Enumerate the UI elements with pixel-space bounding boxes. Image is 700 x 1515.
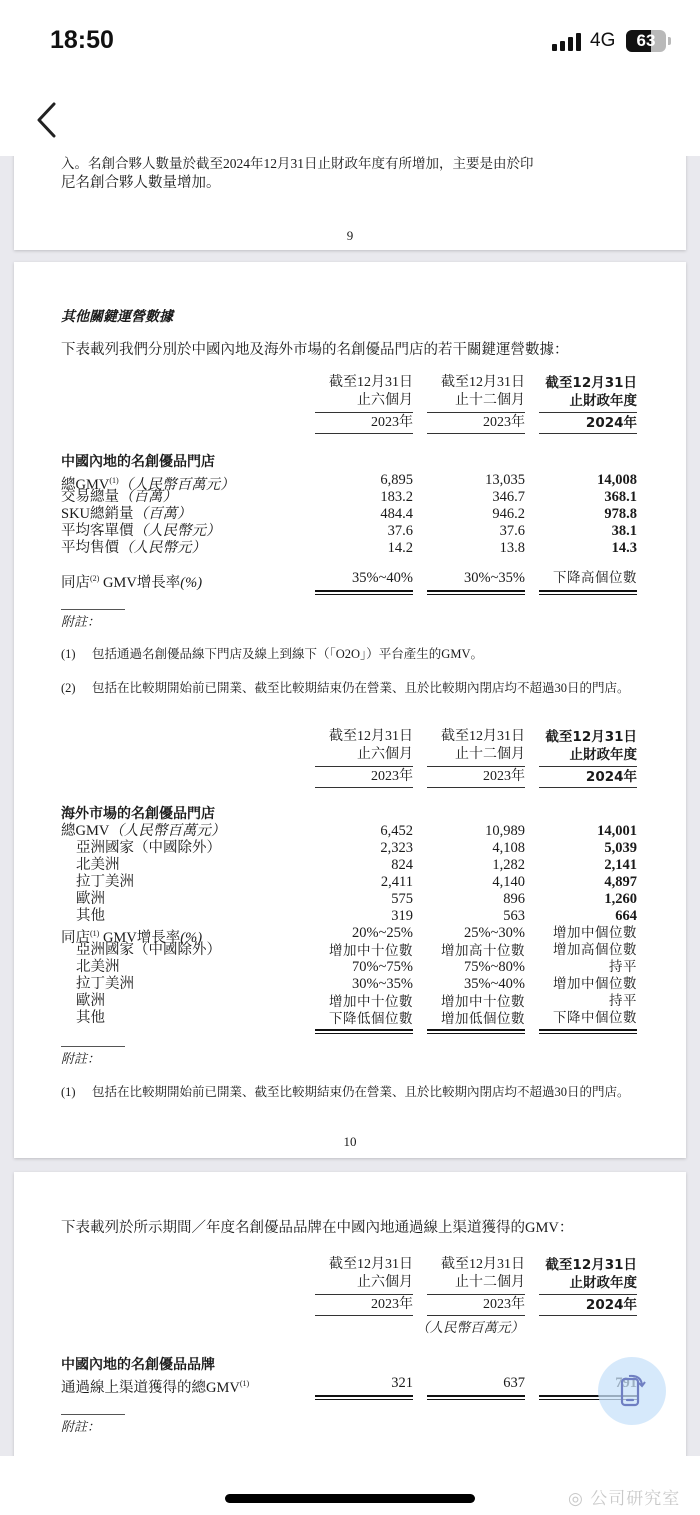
page-number: 9: [346, 228, 354, 243]
status-bar: [0, 0, 700, 80]
group-title: 中國內地的名創優品品牌: [61, 1357, 215, 1373]
cell-value: 664: [615, 908, 637, 924]
cell-value: 6,895: [380, 472, 413, 488]
section-title: 其他關鍵運營數據: [61, 309, 173, 325]
table-row: [14, 857, 686, 874]
column-header-line2: 止財政年度: [569, 1275, 637, 1291]
cell-value: 25%~30%: [463, 925, 525, 941]
table-row: [14, 891, 686, 908]
page-number: 10: [343, 1134, 357, 1149]
column-header: [315, 728, 413, 788]
cell-value: 增加中十位數: [441, 994, 525, 1009]
nav-bar: [0, 80, 700, 156]
table-row: [14, 976, 686, 993]
watermark-text: 公司研究室: [590, 1489, 681, 1509]
cell-value: 13,035: [485, 472, 525, 488]
cell-value: 增加高個位數: [553, 942, 637, 958]
document-viewer[interactable]: [0, 156, 700, 1456]
cell-value: 13.8: [499, 540, 525, 556]
cell-value: 346.7: [492, 489, 525, 505]
footnote-text: 包括在比較期開始前已開業、截至比較期結束仍在營業、且於比較期內閉店均不超過30日的門店。: [92, 1085, 630, 1099]
column-header-line1: 截至12月31日: [545, 729, 637, 745]
watermark: [568, 1484, 680, 1509]
paragraph-line: 尼名創合夥人數量增加。: [61, 175, 221, 191]
cell-value: 下降低個位數: [329, 1011, 413, 1026]
battery-tip: [668, 37, 671, 45]
cell-value: 14.3: [611, 540, 637, 556]
row-label: 北美洲: [76, 857, 120, 873]
column-header-year: 2023年: [315, 766, 413, 788]
cell-value: 增加低個位數: [441, 1011, 525, 1026]
column-header-year: 2023年: [315, 412, 413, 434]
cell-value: 35%~40%: [463, 976, 525, 992]
document-page-9: [14, 156, 686, 250]
footnote-number: (1): [61, 1085, 76, 1099]
group-title: 中國內地的名創優品門店: [61, 454, 215, 470]
row-label: 同店$^{(1)}$ GMV增長率(%): [61, 929, 203, 946]
cell-value: 35%~40%: [351, 570, 413, 586]
table-row: [14, 1375, 686, 1396]
table-row: [14, 540, 686, 557]
row-label: SKU總銷量（百萬）: [61, 506, 192, 522]
footnote-text: 包括在比較期開始前已開業、截至比較期結束仍在營業、且於比較期內閉店均不超過30日的門店。: [92, 681, 630, 695]
table-row: [14, 523, 686, 540]
double-rule: [427, 1395, 525, 1400]
column-header-line1: 截至12月31日: [441, 375, 525, 390]
cell-value: 6,452: [380, 823, 413, 839]
row-label: 歐洲: [76, 891, 105, 907]
column-header-line2: 止六個月: [357, 1275, 413, 1290]
column-header-year: 2024年: [539, 1294, 637, 1316]
cell-value: 37.6: [387, 523, 413, 539]
column-header-line1: 截至12月31日: [329, 1257, 413, 1272]
cell-value: 下降高個位數: [553, 570, 637, 586]
double-rule: [539, 1029, 637, 1034]
cell-value: 增加中十位數: [329, 994, 413, 1009]
paragraph-line: 入。名創合夥人數量於截至2024年12月31日止財政年度有所增加，主要是由於印: [61, 156, 534, 171]
row-label: 拉丁美洲: [76, 874, 134, 890]
cell-value: 2,323: [380, 840, 413, 856]
column-header-line1: 截至12月31日: [329, 729, 413, 744]
column-header-line1: 截至12月31日: [545, 1257, 637, 1273]
status-time: 18:50: [50, 26, 114, 54]
column-header-line1: 截至12月31日: [329, 375, 413, 390]
column-header-line1: 截至12月31日: [545, 375, 637, 391]
cell-value: 4,108: [492, 840, 525, 856]
table-row: [14, 506, 686, 523]
document-page-11: [14, 1172, 686, 1456]
column-header: [539, 1256, 637, 1316]
rotate-screen-button[interactable]: [598, 1357, 666, 1425]
table-row: [14, 472, 686, 493]
footnote-rule: [61, 1046, 125, 1047]
notes-title: 附註：: [61, 1051, 101, 1066]
column-header-line1: 截至12月31日: [441, 729, 525, 744]
rotate-screen-icon: [612, 1371, 652, 1411]
row-label: 其他: [76, 908, 105, 924]
footnote-number: (1): [61, 647, 76, 661]
cell-value: 下降中個位數: [553, 1010, 637, 1026]
row-label: 其他: [76, 1010, 105, 1026]
cell-value: 持平: [609, 993, 637, 1009]
cell-value: 30%~35%: [463, 570, 525, 586]
cell-value: 4,140: [492, 874, 525, 890]
cell-value: 896: [503, 891, 525, 907]
double-rule: [315, 1029, 413, 1034]
cell-value: 70%~75%: [351, 959, 413, 975]
cell-value: 321: [391, 1375, 413, 1391]
footnote-rule: [61, 1414, 125, 1415]
double-rule: [315, 590, 413, 595]
unit-caption: （人民幣百萬元）: [416, 1320, 524, 1335]
table-row-growth: [14, 570, 686, 591]
cell-value: 824: [391, 857, 413, 873]
cell-value: 增加中十位數: [329, 943, 413, 958]
battery-percent: 63: [636, 31, 656, 50]
column-header-line2: 止六個月: [357, 747, 413, 762]
cell-value: 637: [503, 1375, 525, 1391]
row-label: 歐洲: [76, 993, 105, 1009]
footnote-number: (2): [61, 681, 76, 695]
cell-value: 37.6: [499, 523, 525, 539]
row-label: 亞洲國家（中國除外）: [76, 942, 221, 958]
column-header: [427, 728, 525, 788]
double-rule: [427, 1029, 525, 1034]
table-row: [14, 993, 686, 1010]
cell-value: 368.1: [604, 489, 637, 505]
column-header-year: 2023年: [315, 1294, 413, 1316]
cell-value: 增加中個位數: [553, 925, 637, 941]
table-row: [14, 959, 686, 976]
table-row: [14, 489, 686, 506]
column-header-year: 2023年: [427, 412, 525, 434]
column-header: [315, 1256, 413, 1316]
table-row: [14, 823, 686, 840]
cell-value: 484.4: [380, 506, 413, 522]
table-row: [14, 874, 686, 891]
back-button[interactable]: [30, 100, 66, 140]
column-header: [427, 374, 525, 434]
double-rule: [315, 1395, 413, 1400]
column-header: [427, 1256, 525, 1316]
cell-value: 2,141: [604, 857, 637, 873]
row-label: 通過線上渠道獲得的總GMV$^{(1)}$: [61, 1379, 250, 1396]
column-header: [315, 374, 413, 434]
row-label: 亞洲國家（中國除外）: [76, 840, 221, 856]
column-header-line2: 止十二個月: [455, 1275, 525, 1290]
battery-icon: [626, 30, 666, 52]
column-header-line2: 止財政年度: [569, 747, 637, 763]
footnote-rule: [61, 609, 125, 610]
column-header-year: 2023年: [427, 766, 525, 788]
home-indicator[interactable]: [225, 1494, 475, 1503]
cell-value: 946.2: [492, 506, 525, 522]
signal-strength-icon: [552, 33, 581, 51]
intro-text: 下表載列於所示期間／年度名創優品品牌在中國內地通過線上渠道獲得的GMV：: [61, 1220, 574, 1236]
row-label: 同店$^{(2)}$ GMV增長率(%): [61, 574, 203, 591]
column-header: [539, 374, 637, 434]
cell-value: 1,282: [492, 857, 525, 873]
document-page-10: [14, 262, 686, 1158]
bottom-area: [0, 1456, 700, 1515]
group-title: 海外市場的名創優品門店: [61, 806, 215, 822]
column-header-line2: 止十二個月: [455, 747, 525, 762]
row-label: 平均客單價（人民幣元）: [61, 523, 221, 539]
table-row: [14, 1010, 686, 1027]
intro-text: 下表載列我們分別於中國內地及海外市場的名創優品門店的若干關鍵運營數據：: [61, 342, 569, 358]
cell-value: 183.2: [380, 489, 413, 505]
cell-value: 38.1: [611, 523, 637, 539]
row-label: 平均售價（人民幣元）: [61, 540, 206, 556]
cell-value: 2,411: [380, 874, 413, 890]
column-header-line2: 止十二個月: [455, 393, 525, 408]
cell-value: 75%~80%: [463, 959, 525, 975]
cell-value: 14,008: [597, 472, 637, 488]
row-label: 北美洲: [76, 959, 120, 975]
cell-value: 持平: [609, 959, 637, 975]
footnote-text: 包括通過名創優品線下門店及線上到線下（「O2O」）平台產生的GMV。: [92, 647, 483, 661]
cell-value: 增加中個位數: [553, 976, 637, 992]
column-header: [539, 728, 637, 788]
column-header-year: 2024年: [539, 412, 637, 434]
cell-value: 563: [503, 908, 525, 924]
row-label: 總GMV（人民幣百萬元）: [61, 823, 226, 839]
table-row-growth: [14, 925, 686, 946]
column-header-line2: 止財政年度: [569, 393, 637, 409]
cell-value: 30%~35%: [351, 976, 413, 992]
notes-title: 附註：: [61, 1419, 101, 1434]
cell-value: 319: [391, 908, 413, 924]
cell-value: 4,897: [604, 874, 637, 890]
column-header-line2: 止六個月: [357, 393, 413, 408]
cell-value: 10,989: [485, 823, 525, 839]
cell-value: 1,260: [604, 891, 637, 907]
column-header-year: 2023年: [427, 1294, 525, 1316]
double-rule: [539, 590, 637, 595]
row-label: 交易總量（百萬）: [61, 489, 177, 505]
double-rule: [427, 590, 525, 595]
cell-value: 20%~25%: [351, 925, 413, 941]
table-row: [14, 840, 686, 857]
network-type: 4G: [590, 30, 616, 51]
chevron-left-icon: [30, 100, 66, 140]
cell-value: 14,001: [597, 823, 637, 839]
table-row: [14, 908, 686, 925]
cell-value: 14.2: [387, 540, 413, 556]
row-label: 總GMV$^{(1)}$（人民幣百萬元）: [61, 476, 235, 493]
weibo-icon: ◎: [568, 1489, 591, 1509]
table-row: [14, 942, 686, 959]
cell-value: 978.8: [604, 506, 637, 522]
column-header-line1: 截至12月31日: [441, 1257, 525, 1272]
cell-value: 5,039: [604, 840, 637, 856]
cell-value: 增加高十位數: [441, 943, 525, 958]
notes-title: 附註：: [61, 614, 101, 629]
column-header-year: 2024年: [539, 766, 637, 788]
row-label: 拉丁美洲: [76, 976, 134, 992]
cell-value: 575: [391, 891, 413, 907]
